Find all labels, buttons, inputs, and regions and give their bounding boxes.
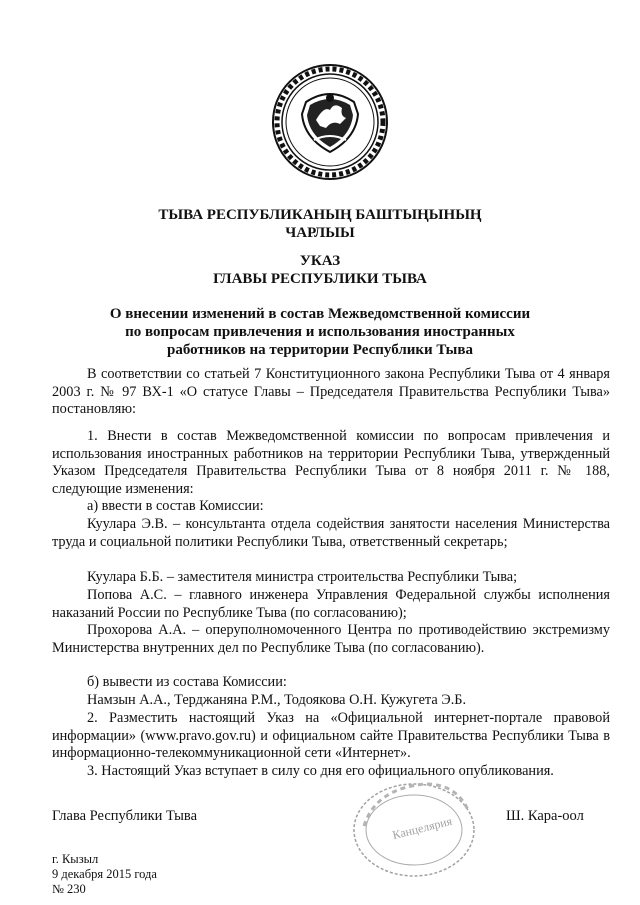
decree-title-line-3: работников на территории Республики Тыва [166,342,473,358]
removed-members: Намзын А.А., Терджаняна Р.М., Тодоякова О.Н. Кужугета Э.Б. [87,692,467,708]
sub-item-a: а) ввести в состав Комиссии: [87,498,264,514]
place-date-number [52,852,157,897]
issue-place: г. Кызыл [52,852,99,866]
item-1-paragraph: 1. Внести в состав Межведомственной комиссии по вопросам привлечения и использования иностранных работников на территории Республики Тыва, утвержденный Указом Председателя Правительства Республики Тыва от 8 ноября 2011 г. № 188, следующие изменения: [52,428,610,497]
item-3-paragraph: 3. Настоящий Указ вступает в силу со дня его официального опубликования. [87,763,554,779]
item-2-paragraph: 2. Разместить настоящий Указ на «Официальной интернет-портале правовой информации» (www.pravo.gov.ru) и официальном сайте Правительства Республики Тыва в информационно-телекоммуникационной сети «Интернет». [52,710,610,762]
tuva-coat-of-arms-icon [270,62,390,182]
document-type: УКАЗ [299,253,341,269]
decree-number: № 230 [52,882,86,896]
svg-text:Канцелярия: Канцелярия [390,813,454,843]
issuer-title-tuvan: ТЫВА РЕСПУБЛИКАНЫҢ БАШТЫҢЫНЫҢ [158,207,482,223]
member-1: Куулара Э.В. – консультанта отдела содействия занятости населения Министерства труда и социальной политики Республики Тыва, ответственный секретарь; [52,516,610,550]
member-4: Прохорова А.А. – оперуполномоченного Центра по противодействию экстремизму Министерства внутренних дел по Республике Тыва (по согласованию). [52,622,610,656]
member-2: Куулара Б.Б. – заместителя министра строительства Республики Тыва; [87,569,518,585]
issuer-title-tuvan-2: ЧАРЛЫЫ [285,225,355,241]
sub-item-b: б) вывести из состава Комиссии: [87,674,287,690]
decree-title-line-2: по вопросам привлечения и использования иностранных [125,324,515,340]
issue-date: 9 декабря 2015 года [52,867,157,881]
signatory-position: Глава Республики Тыва [52,808,198,824]
signatory-name: Ш. Кара-оол [506,808,584,824]
issuer-title-russian: ГЛАВЫ РЕСПУБЛИКИ ТЫВА [213,271,427,287]
decree-title-line-1: О внесении изменений в состав Межведомственной комиссии [109,306,531,322]
official-seal-stamp-icon [336,770,492,880]
preamble-paragraph: В соответствии со статьей 7 Конституционного закона Республики Тыва от 4 января 2003 г. № 97 ВХ-1 «О статусе Главы – Председателя Правительства Республики Тыва» постановляю: [52,366,610,418]
member-3: Попова А.С. – главного инженера Управления Федеральной службы исполнения наказаний России по Республике Тыва (по согласованию); [52,587,610,621]
